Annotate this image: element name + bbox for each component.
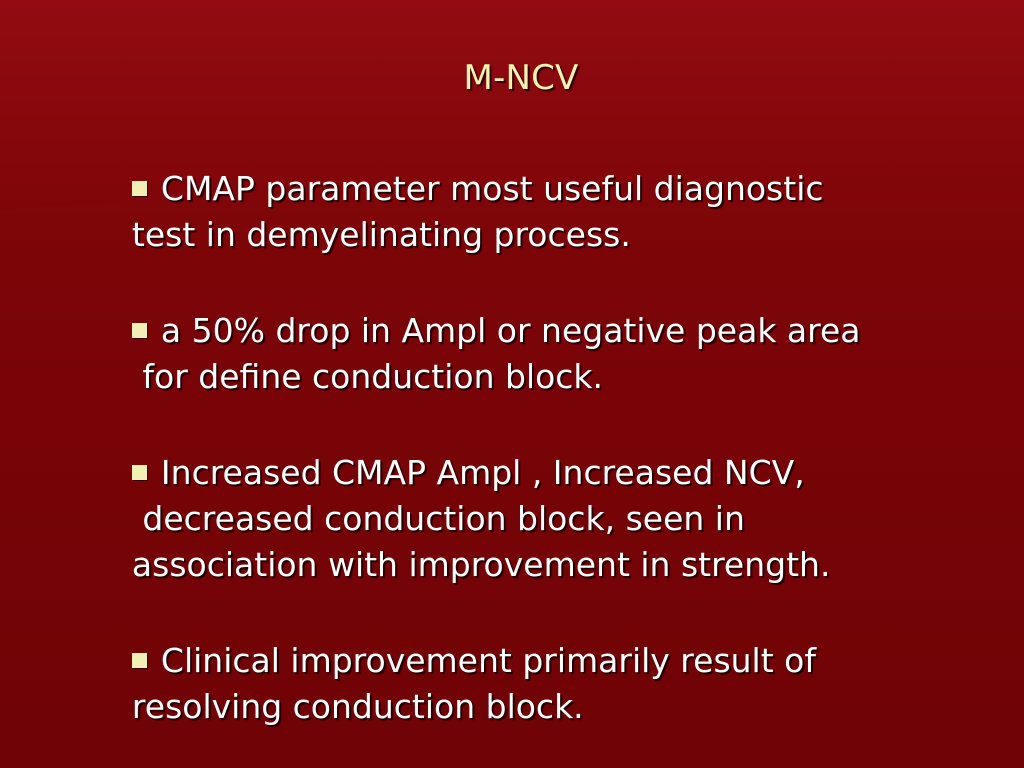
square-bullet-icon <box>132 465 147 480</box>
bullet-text: resolving conduction block. <box>131 687 584 726</box>
bullet-text: for define conduction block. <box>131 357 604 396</box>
bullet-item-2 <box>48 262 948 396</box>
bullet-line <box>48 262 948 350</box>
bullet-list <box>48 120 948 726</box>
bullet-text: association with improvement in strength. <box>131 545 831 584</box>
square-bullet-icon <box>132 653 147 668</box>
bullet-text: Increased CMAP Ampl , Increased NCV, <box>160 453 805 492</box>
bullet-text: CMAP parameter most useful diagnostic <box>160 169 824 208</box>
bullet-text: test in demyelinating process. <box>131 215 631 254</box>
bullet-item-1 <box>48 120 948 254</box>
bullet-text: a 50% drop in Ampl or negative peak area <box>160 311 861 350</box>
bullet-line <box>48 120 948 208</box>
bullet-text: decreased conduction block, seen in <box>131 499 745 538</box>
square-bullet-icon <box>132 323 147 338</box>
bullet-line <box>48 404 948 492</box>
bullet-line <box>48 592 948 680</box>
bullet-text: Clinical improvement primarily result of <box>160 641 816 680</box>
bullet-item-4 <box>48 592 948 726</box>
bullet-item-3 <box>48 404 948 584</box>
slide-title: M-NCV <box>463 58 579 98</box>
square-bullet-icon <box>132 181 147 196</box>
